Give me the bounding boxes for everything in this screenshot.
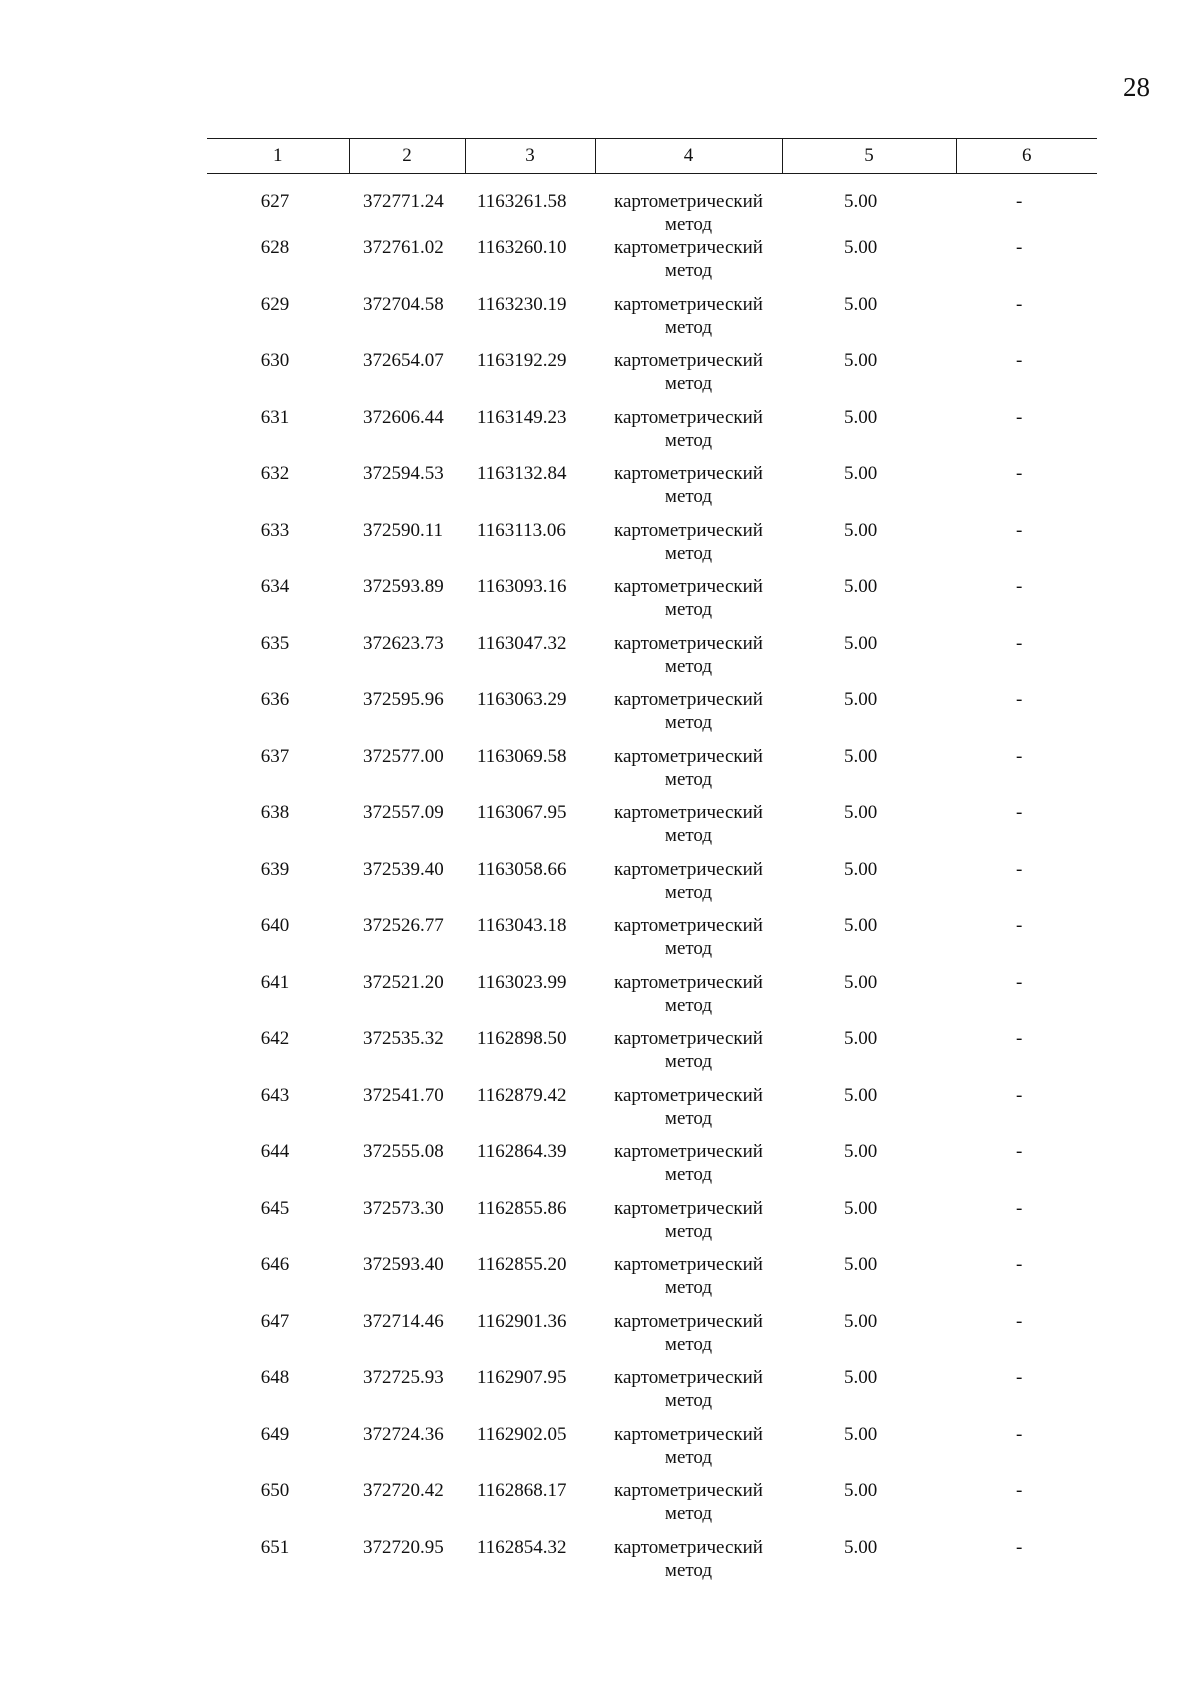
point-number: 644 xyxy=(260,1141,290,1162)
coordinate-y: 1163023.99 xyxy=(477,971,567,993)
coordinate-y: 1163047.32 xyxy=(477,632,567,654)
note-dash: - xyxy=(1016,406,1023,428)
coordinate-x: 372724.36 xyxy=(363,1423,444,1445)
method-line-1: картометрический xyxy=(614,971,763,993)
point-number: 650 xyxy=(260,1480,290,1501)
coordinate-x: 372590.11 xyxy=(363,519,444,541)
table-row xyxy=(207,462,1097,519)
method-line-1: картометрический xyxy=(614,1423,763,1445)
method-line-1: картометрический xyxy=(614,632,763,654)
table-row xyxy=(207,1536,1097,1593)
point-number: 631 xyxy=(260,406,290,428)
precision-value: 5.00 xyxy=(844,576,878,597)
note-dash: - xyxy=(1016,858,1023,880)
column-header-5: 5 xyxy=(782,139,956,174)
method-line-2: метод xyxy=(664,486,713,507)
point-number: 638 xyxy=(260,802,290,823)
method-line-2: метод xyxy=(664,1390,713,1411)
note-dash: - xyxy=(1016,1028,1023,1049)
coordinate-y: 1162864.39 xyxy=(477,1141,567,1162)
coordinate-y: 1163113.06 xyxy=(477,519,566,541)
note-dash: - xyxy=(1016,689,1023,710)
coordinate-x: 372573.30 xyxy=(363,1197,444,1219)
coordinate-x: 372623.73 xyxy=(363,632,444,654)
note-dash: - xyxy=(1016,1254,1023,1275)
method-line-2: метод xyxy=(664,260,713,281)
coordinate-x: 372725.93 xyxy=(363,1367,444,1388)
note-dash: - xyxy=(1016,519,1023,541)
precision-value: 5.00 xyxy=(844,1423,878,1445)
table-row xyxy=(207,745,1097,802)
coordinate-x: 372526.77 xyxy=(363,915,444,936)
precision-value: 5.00 xyxy=(844,1028,878,1049)
table-row xyxy=(207,1479,1097,1536)
table-row xyxy=(207,293,1097,350)
method-line-1: картометрический xyxy=(614,915,763,936)
note-dash: - xyxy=(1016,576,1023,597)
table-row xyxy=(207,1084,1097,1141)
coordinate-x: 372606.44 xyxy=(363,406,444,428)
coordinate-x: 372771.24 xyxy=(363,191,444,212)
precision-value: 5.00 xyxy=(844,745,878,767)
point-number: 647 xyxy=(260,1310,290,1332)
coordinate-y: 1162855.20 xyxy=(477,1254,567,1275)
method-line-2: метод xyxy=(664,1503,713,1524)
note-dash: - xyxy=(1016,915,1023,936)
method-cell xyxy=(595,1084,782,1141)
method-line-2: метод xyxy=(664,214,713,235)
coordinate-x: 372594.53 xyxy=(363,463,444,484)
note-dash: - xyxy=(1016,745,1023,767)
coordinate-y: 1163261.58 xyxy=(477,191,567,212)
method-line-1: картометрический xyxy=(614,1536,763,1558)
method-cell xyxy=(595,858,782,915)
method-cell xyxy=(595,236,782,293)
coordinate-x: 372555.08 xyxy=(363,1141,444,1162)
column-header-2: 2 xyxy=(349,139,465,174)
method-cell xyxy=(595,1423,782,1480)
coordinate-y: 1163132.84 xyxy=(477,463,567,484)
method-cell xyxy=(595,1310,782,1367)
method-line-2: метод xyxy=(664,768,713,790)
method-line-2: метод xyxy=(664,599,713,620)
method-line-2: метод xyxy=(664,938,713,959)
method-line-1: картометрический xyxy=(614,1141,763,1162)
coordinate-x: 372595.96 xyxy=(363,689,444,710)
precision-value: 5.00 xyxy=(844,463,878,484)
precision-value: 5.00 xyxy=(844,1310,878,1332)
coordinate-y: 1162879.42 xyxy=(477,1084,567,1106)
note-dash: - xyxy=(1016,1197,1023,1219)
point-number: 641 xyxy=(260,971,290,993)
method-line-2: метод xyxy=(664,994,713,1016)
method-line-1: картометрический xyxy=(614,1028,763,1049)
method-line-1: картометрический xyxy=(614,1084,763,1106)
coordinate-y: 1162855.86 xyxy=(477,1197,567,1219)
method-line-1: картометрический xyxy=(614,293,763,315)
method-cell xyxy=(595,1366,782,1423)
note-dash: - xyxy=(1016,1084,1023,1106)
method-cell xyxy=(595,971,782,1028)
coordinate-x: 372720.95 xyxy=(363,1536,444,1558)
coordinate-x: 372654.07 xyxy=(363,350,444,371)
precision-value: 5.00 xyxy=(844,1084,878,1106)
precision-value: 5.00 xyxy=(844,858,878,880)
table-row xyxy=(207,1423,1097,1480)
table-row xyxy=(207,1253,1097,1310)
coordinate-y: 1163230.19 xyxy=(477,293,567,315)
coordinate-y: 1163093.16 xyxy=(477,576,567,597)
precision-value: 5.00 xyxy=(844,1197,878,1219)
precision-value: 5.00 xyxy=(844,293,878,315)
method-cell xyxy=(595,1536,782,1593)
page-number: 28 xyxy=(1123,72,1150,102)
note-dash: - xyxy=(1016,237,1023,258)
precision-value: 5.00 xyxy=(844,1536,878,1558)
column-header-6: 6 xyxy=(956,139,1097,174)
note-dash: - xyxy=(1016,1310,1023,1332)
table-row xyxy=(207,971,1097,1028)
point-number: 649 xyxy=(260,1423,290,1445)
coordinate-y: 1162907.95 xyxy=(477,1367,567,1388)
method-line-1: картометрический xyxy=(614,858,763,880)
note-dash: - xyxy=(1016,1423,1023,1445)
point-number: 642 xyxy=(260,1028,290,1049)
method-line-1: картометрический xyxy=(614,1480,763,1501)
note-dash: - xyxy=(1016,463,1023,484)
precision-value: 5.00 xyxy=(844,632,878,654)
coordinates-table xyxy=(207,138,1097,1592)
table-row xyxy=(207,801,1097,858)
method-line-1: картометрический xyxy=(614,350,763,371)
table-row xyxy=(207,174,1097,237)
table-row xyxy=(207,1027,1097,1084)
precision-value: 5.00 xyxy=(844,350,878,371)
coordinate-x: 372557.09 xyxy=(363,802,444,823)
method-cell xyxy=(595,1140,782,1197)
method-cell xyxy=(595,1027,782,1084)
point-number: 634 xyxy=(260,576,290,597)
table-row xyxy=(207,1310,1097,1367)
table-row xyxy=(207,1197,1097,1254)
coordinate-x: 372541.70 xyxy=(363,1084,444,1106)
table-row xyxy=(207,349,1097,406)
method-line-2: метод xyxy=(664,1164,713,1185)
coordinate-y: 1163043.18 xyxy=(477,915,567,936)
note-dash: - xyxy=(1016,632,1023,654)
table-row xyxy=(207,1140,1097,1197)
point-number: 628 xyxy=(260,237,290,258)
coordinate-y: 1163069.58 xyxy=(477,745,567,767)
method-cell xyxy=(595,349,782,406)
method-cell xyxy=(595,632,782,689)
precision-value: 5.00 xyxy=(844,971,878,993)
method-line-2: метод xyxy=(664,825,713,846)
precision-value: 5.00 xyxy=(844,1141,878,1162)
column-header-1: 1 xyxy=(207,139,349,174)
method-line-1: картометрический xyxy=(614,463,763,484)
method-line-2: метод xyxy=(664,1559,713,1581)
note-dash: - xyxy=(1016,1536,1023,1558)
precision-value: 5.00 xyxy=(844,406,878,428)
table-header xyxy=(207,139,1097,174)
method-line-2: метод xyxy=(664,655,713,677)
precision-value: 5.00 xyxy=(844,191,878,212)
point-number: 651 xyxy=(260,1536,290,1558)
coordinate-y: 1163192.29 xyxy=(477,350,567,371)
method-line-1: картометрический xyxy=(614,745,763,767)
method-line-1: картометрический xyxy=(614,689,763,710)
table-row xyxy=(207,632,1097,689)
point-number: 627 xyxy=(260,191,290,212)
precision-value: 5.00 xyxy=(844,1254,878,1275)
table-row xyxy=(207,575,1097,632)
note-dash: - xyxy=(1016,1141,1023,1162)
method-line-2: метод xyxy=(664,316,713,338)
point-number: 639 xyxy=(260,858,290,880)
point-number: 645 xyxy=(260,1197,290,1219)
precision-value: 5.00 xyxy=(844,1367,878,1388)
method-cell xyxy=(595,1253,782,1310)
point-number: 640 xyxy=(260,915,290,936)
method-line-1: картометрический xyxy=(614,1197,763,1219)
coordinate-x: 372535.32 xyxy=(363,1028,444,1049)
method-line-1: картометрический xyxy=(614,1367,763,1388)
coordinate-y: 1162898.50 xyxy=(477,1028,567,1049)
table-row xyxy=(207,236,1097,293)
coordinate-x: 372593.40 xyxy=(363,1254,444,1275)
method-line-2: метод xyxy=(664,1107,713,1129)
method-cell xyxy=(595,745,782,802)
method-cell xyxy=(595,801,782,858)
column-header-3: 3 xyxy=(465,139,595,174)
method-cell xyxy=(595,293,782,350)
table-row xyxy=(207,1366,1097,1423)
method-line-1: картометрический xyxy=(614,237,763,258)
method-line-1: картометрический xyxy=(614,576,763,597)
table-row xyxy=(207,406,1097,463)
point-number: 630 xyxy=(260,350,290,371)
coordinate-x: 372577.00 xyxy=(363,745,444,767)
method-cell xyxy=(595,914,782,971)
table-row xyxy=(207,914,1097,971)
method-cell xyxy=(595,406,782,463)
coordinate-y: 1163149.23 xyxy=(477,406,567,428)
method-cell xyxy=(595,519,782,576)
method-line-1: картометрический xyxy=(614,1310,763,1332)
point-number: 635 xyxy=(260,632,290,654)
coordinate-y: 1163067.95 xyxy=(477,802,567,823)
method-cell xyxy=(595,1197,782,1254)
coordinate-x: 372761.02 xyxy=(363,237,444,258)
table-row xyxy=(207,688,1097,745)
precision-value: 5.00 xyxy=(844,915,878,936)
header-row xyxy=(207,139,1097,174)
precision-value: 5.00 xyxy=(844,519,878,541)
method-line-1: картометрический xyxy=(614,519,763,541)
note-dash: - xyxy=(1016,350,1023,371)
coordinate-y: 1163063.29 xyxy=(477,689,567,710)
method-line-2: метод xyxy=(664,373,713,394)
coordinate-y: 1163058.66 xyxy=(477,858,567,880)
method-cell xyxy=(595,575,782,632)
coordinate-y: 1163260.10 xyxy=(477,237,567,258)
table-row xyxy=(207,519,1097,576)
coordinate-x: 372539.40 xyxy=(363,858,444,880)
method-line-2: метод xyxy=(664,1051,713,1072)
method-line-2: метод xyxy=(664,1333,713,1355)
precision-value: 5.00 xyxy=(844,689,878,710)
coordinate-x: 372521.20 xyxy=(363,971,444,993)
method-line-1: картометрический xyxy=(614,1254,763,1275)
coordinate-y: 1162854.32 xyxy=(477,1536,567,1558)
point-number: 636 xyxy=(260,689,290,710)
note-dash: - xyxy=(1016,1480,1023,1501)
coordinate-y: 1162868.17 xyxy=(477,1480,567,1501)
point-number: 629 xyxy=(260,293,290,315)
point-number: 646 xyxy=(260,1254,290,1275)
method-cell xyxy=(595,174,782,237)
method-line-2: метод xyxy=(664,1446,713,1468)
method-line-2: метод xyxy=(664,712,713,733)
note-dash: - xyxy=(1016,802,1023,823)
method-cell xyxy=(595,688,782,745)
precision-value: 5.00 xyxy=(844,1480,878,1501)
coordinate-x: 372704.58 xyxy=(363,293,444,315)
table-body xyxy=(207,174,1097,1593)
point-number: 637 xyxy=(260,745,290,767)
method-line-1: картометрический xyxy=(614,406,763,428)
point-number: 632 xyxy=(260,463,290,484)
method-line-2: метод xyxy=(664,1220,713,1242)
method-line-2: метод xyxy=(664,429,713,451)
coordinate-y: 1162901.36 xyxy=(477,1310,567,1332)
method-line-1: картометрический xyxy=(614,802,763,823)
method-line-1: картометрический xyxy=(614,191,763,212)
precision-value: 5.00 xyxy=(844,802,878,823)
point-number: 648 xyxy=(260,1367,290,1388)
point-number: 633 xyxy=(260,519,290,541)
coordinate-x: 372714.46 xyxy=(363,1310,444,1332)
method-line-2: метод xyxy=(664,881,713,903)
method-cell xyxy=(595,462,782,519)
coordinate-y: 1162902.05 xyxy=(477,1423,567,1445)
coordinate-x: 372593.89 xyxy=(363,576,444,597)
coordinate-x: 372720.42 xyxy=(363,1480,444,1501)
note-dash: - xyxy=(1016,971,1023,993)
note-dash: - xyxy=(1016,191,1023,212)
precision-value: 5.00 xyxy=(844,237,878,258)
table-row xyxy=(207,858,1097,915)
note-dash: - xyxy=(1016,1367,1023,1388)
method-cell xyxy=(595,1479,782,1536)
note-dash: - xyxy=(1016,293,1023,315)
point-number: 643 xyxy=(260,1084,290,1106)
method-line-2: метод xyxy=(664,542,713,564)
column-header-4: 4 xyxy=(595,139,782,174)
method-line-2: метод xyxy=(664,1277,713,1298)
